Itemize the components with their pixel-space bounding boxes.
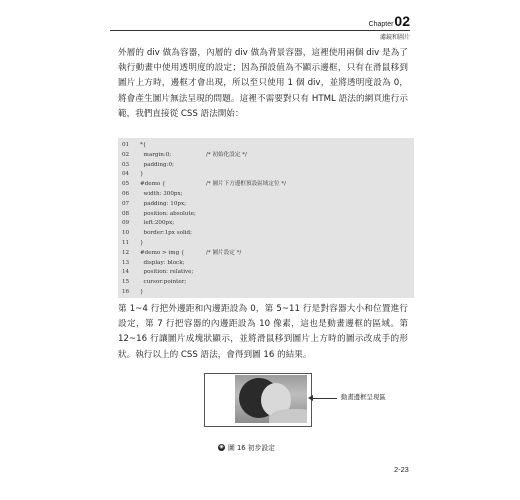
- page-number: 2-23: [394, 465, 409, 474]
- photo-shoulder: [269, 409, 307, 423]
- code-comment: /* 初始化設定 */: [206, 151, 247, 158]
- code-line-text: padding:0;: [140, 161, 174, 168]
- code-line-number: 03: [122, 161, 130, 168]
- code-line-text: padding: 10px;: [140, 200, 187, 207]
- header-divider: [110, 30, 410, 31]
- chapter-label: [369, 14, 410, 28]
- camera-icon: ◉: [219, 443, 224, 450]
- code-line-text: position: relative;: [140, 269, 194, 276]
- intro-paragraph: 外層的 div 做為容器，內層的 div 做為背景容器，這裡使用兩個 div 是為了執行動畫中使用透明度的設定；因為預設值為不顯示邊框，只有在滑鼠移到圖片上方時，邊框才會出現，所以至只使用 1 個 div，並將透明度設為 0，將會產生圖片無法呈現的問題。這裡不需要對只有 HTML 語法的網頁進行示範，我們直接從 CSS 語法開始：: [118, 48, 408, 119]
- callout-line: [311, 398, 337, 399]
- chapter-header: [110, 14, 410, 44]
- figure-caption: [218, 442, 275, 452]
- code-line-number: 09: [122, 220, 130, 227]
- code-line-number: 07: [122, 200, 130, 207]
- code-line-number: 11: [122, 240, 130, 246]
- code-line-text: width: 300px;: [140, 191, 183, 197]
- code-line-number: 02: [122, 151, 130, 158]
- code-line-number: 06: [122, 191, 130, 197]
- code-line-text: #demo > img {: [140, 249, 185, 256]
- explanation-paragraph: 第 1~4 行把外邊距和內邊距設為 0，第 5~11 行是對容器大小和位置進行設定，第 7 行把容器的內邊距設為 10 像素，這也是動畫邊框的區域。第 12~16 行讓圖片成塊狀顯示，並將滑鼠移到圖片上方時的圖示改成手的形狀。執行以上的 CSS 語法，會得到圖 16 的結果。: [118, 304, 408, 360]
- code-line-text: *{: [140, 142, 147, 148]
- code-line-number: 08: [122, 210, 130, 217]
- code-line-text: }: [140, 289, 144, 295]
- code-line-number: 13: [122, 259, 130, 266]
- code-line-text: }: [140, 240, 144, 246]
- code-line-number: 10: [122, 230, 130, 237]
- code-listing: [118, 138, 414, 298]
- code-line-text: border:1px solid;: [140, 230, 192, 237]
- code-line-text: left:200px;: [140, 220, 175, 227]
- code-line-number: 14: [122, 269, 130, 276]
- code-line-text: }: [140, 171, 144, 178]
- code-line-number: 05: [122, 181, 130, 188]
- code-line-text: #demo {: [140, 181, 166, 188]
- code-line-number: 15: [122, 279, 130, 286]
- code-line-number: 01: [122, 142, 130, 148]
- figure-caption-text: 圖 16 初步設定: [228, 444, 275, 452]
- code-line-number: 04: [122, 171, 130, 178]
- code-line-text: position: absolute;: [140, 210, 196, 217]
- figure-photo: [235, 375, 307, 423]
- code-comment: /* 圖片下方邊框預設區域定位 */: [206, 181, 287, 188]
- code-line-number: 16: [122, 289, 130, 295]
- code-line-text: display: block;: [140, 259, 185, 266]
- chapter-number: 02: [394, 13, 410, 29]
- code-line-text: cursor:pointer;: [140, 279, 187, 286]
- code-line: [118, 287, 144, 298]
- code-line-text: margin:0;: [140, 151, 172, 158]
- chapter-word: Chapter: [368, 21, 394, 28]
- figure-callout: 動畫邊框呈現區: [341, 393, 386, 401]
- code-comment: /* 圖片設定 */: [206, 249, 242, 256]
- chapter-subtitle: 濾鏡和圖片: [379, 34, 410, 41]
- code-line-number: 12: [122, 249, 130, 256]
